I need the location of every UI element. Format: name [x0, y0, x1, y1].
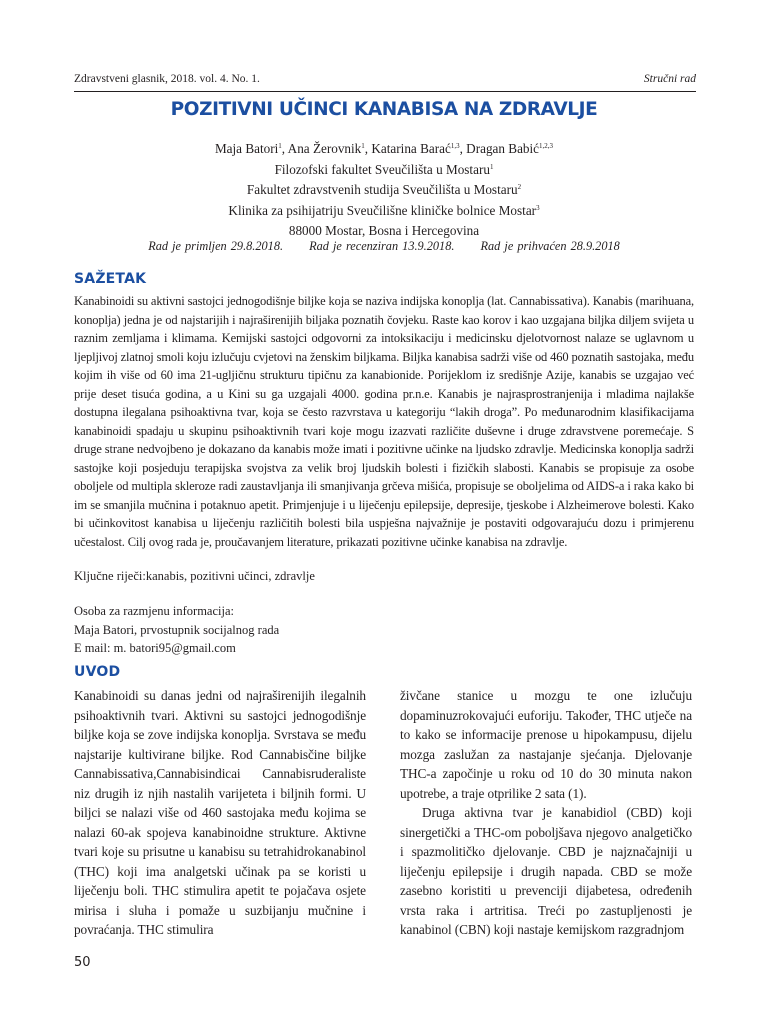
author-name: Dragan Babić: [466, 141, 540, 156]
affiliation-mark: 2: [517, 183, 522, 191]
front-matter: [0, 139, 768, 242]
author-name: Ana Žerovnik: [287, 141, 362, 156]
contact-info: [74, 602, 694, 658]
keywords: Ključne riječi:kanabis, pozitivni učinci, zdravlje: [74, 569, 315, 583]
affiliation-mark: 3: [536, 203, 540, 212]
contact-person: Maja Batori, prvostupnik socijalnog rada: [74, 622, 280, 637]
running-header: [74, 73, 696, 85]
date-revised: Rad je recenziran 13.9.2018.: [309, 239, 455, 253]
affiliation-mark: 1: [489, 162, 494, 171]
abstract-text: Kanabinoidi su aktivni sastojci jednogodišnje biljke koja se naziva indijska konoplja (lat. Cannabissativa). Kanabis (marihuana, konoplja) jedna je od najstarijih i najraširenijih biljaka poznatih čovjeku. Raste kao korov i kao uzgajana biljka diljem svijeta u raznim zemljama i klimama. Kemijski sastojci odgovorni za intoksikaciju i medicinsku djelotvornost nalaze se uglavnom u ljepljivoj zlatnoj smoli koju izlučuju cvjetovi na ženskim biljkama. Biljka kanabisa sadrži više od 460 poznatih sastojaka, među kojim ih više od 60 ima 21-ugljičnu strukturu tipičnu za kanabionide. Porijeklom iz središnje Azije, kanabis se uzgajao već prije deset tisuća godina, a u Kini su ga uzgajali 4000. godina pr.n.e. Kanabis je najrasprostranjenija i mladima najlakše dostupna ilegalana psihoaktivna tvar, koja se često razvrstava u kategoriju “lakih droga”. Po međunarodnim klasifikacijama kanabinoidi spadaju u skupinu psihoaktivnih tvari koje mogu izazvati različite duševne i druge zdravstvene poremećaje. S druge strane nedvojbeno je dokazano da kanabis može imati i pozitivne učinke na ljudsko zdravlje. Medicinska konoplja sadrži sastojke koji posjeduju terapijska svojstva za velik broj ljudskih bolesti i fizičkih slabosti. Kanabis se propisuje za osobe oboljele od multipla skleroze radi zaustavljanja ili smanjivanja grčeva mišića, propisuje se oboljelima od AIDS-a i raka kako bi im se smanjila mučnina i potaknuo apetit. Primjenjuje i u liječenju epilepsije, depresije, tjeskobe i Alzheimerove bolesti. Kako bi učinkovitost kanabisa u liječenju različitih bolesti bila uspješna najvažnije je postaviti odgovarajuću dozu i primjerenu učestalost. Cilj ovog rada je, proučavanjem literature, prikazati pozitivne učinke kanabisa na zdravlje.: [74, 294, 694, 549]
header-rule: [74, 91, 696, 92]
abstract-heading: SAŽETAK: [74, 271, 147, 287]
contact-label: Osoba za razmjenu informacija:: [74, 604, 234, 618]
author-affiliation-mark: 1,3: [450, 142, 460, 150]
article-title: POZITIVNI UČINCI KANABISA NA ZDRAVLJE: [170, 99, 598, 120]
author-name: Maja Batori: [214, 141, 279, 156]
journal-citation: Zdravstveni glasnik, 2018. vol. 4. No. 1.: [74, 73, 260, 85]
affiliation-line: [0, 201, 768, 222]
affiliation-line: [0, 180, 768, 201]
body-paragraph: Druga aktivna tvar je kanabidiol (CBD) koji sinergetički a THC-om poboljšava njegovo analgetičko i spazmolitičko djelovanje. CBD je najznačajniji u liječenju epilepsije i drugih napada. CBD se može zasebno koristiti u prevenciji dijabetesa, određenih vrsta raka i artritisa. Treći po zastupljenosti je kanabinol (CBN) koji nastaje kemijskom razgradnjom: [400, 805, 692, 937]
author-list: Maja Batori$^1$, Ana Žerovnik$^1$, Katarina Barać$^{1,3}$, Dragan Babić$^{1,2,3}$: [214, 141, 554, 156]
affiliation-text: Filozofski fakultet Sveučilišta u Mostaru: [274, 161, 490, 177]
introduction-heading: UVOD: [74, 664, 121, 680]
body-column-right: [400, 686, 692, 940]
author-name: Katarina Barać: [371, 141, 451, 156]
author-affiliation-mark: 1: [361, 142, 365, 150]
affiliation-text: Fakultet zdravstvenih studija Sveučilišta u Mostaru: [246, 182, 518, 197]
author-affiliation-mark: 1: [278, 142, 282, 150]
article-type: Stručni rad: [643, 73, 696, 85]
body-paragraph: živčane stanice u mozgu te one izlučuju dopaminuzrokovajući euforiju. Također, THC utječe na to kako se informacije prenose u hipokampusu, dijelu mozga zaslužan za nastajanje sjećanja. Djelovanje THC-a započinje u roku od 10 do 30 minuta nakon upotrebe, a traje otprilike 2 sata (1).: [400, 688, 692, 801]
date-received: Rad je primljen 29.8.2018.: [148, 239, 284, 253]
affiliation-line: [0, 160, 768, 181]
body-paragraph: Kanabinoidi su danas jedni od najraširenijih ilegalnih psihoaktivnih tvari. Aktivni su sastojci jednogodišnje biljke koja se zove indijska konoplja. Svrstava se među najstarije kultivirane biljke. Rod Cannabisčine biljke Cannabissativa,Cannabisindicai Cannabisruderaliste niz drugih iz njih nastalih varijeteta i biljnih formi. U biljci se nalazi više od 460 sastojaka među kojima se nalazi 60-ak spojeva kanabinoidne strukture. Aktivne tvari koje su prisutne u kanabisu su tetrahidrokanabinol (THC) koji ima analgetski učinak pa se koristi u liječenju boli. THC stimulira apetit te pojačava osjete mirisa i sluha i pomaže u suzbijanju mučnine i povraćanja. THC stimulira: [74, 688, 366, 937]
affiliation-text: Klinika za psihijatriju Sveučilišne kliničke bolnice Mostar: [228, 202, 537, 218]
body-column-left: [74, 686, 366, 940]
article-dates: [0, 239, 768, 254]
contact-email: E mail: m. batori95@gmail.com: [74, 641, 236, 655]
author-affiliation-mark: 1,2,3: [539, 142, 554, 150]
page-number: 50: [74, 955, 91, 970]
postal-address: 88000 Mostar, Bosna i Hercegovina: [288, 223, 480, 238]
date-accepted: Rad je prihvaćen 28.9.2018: [480, 239, 620, 253]
